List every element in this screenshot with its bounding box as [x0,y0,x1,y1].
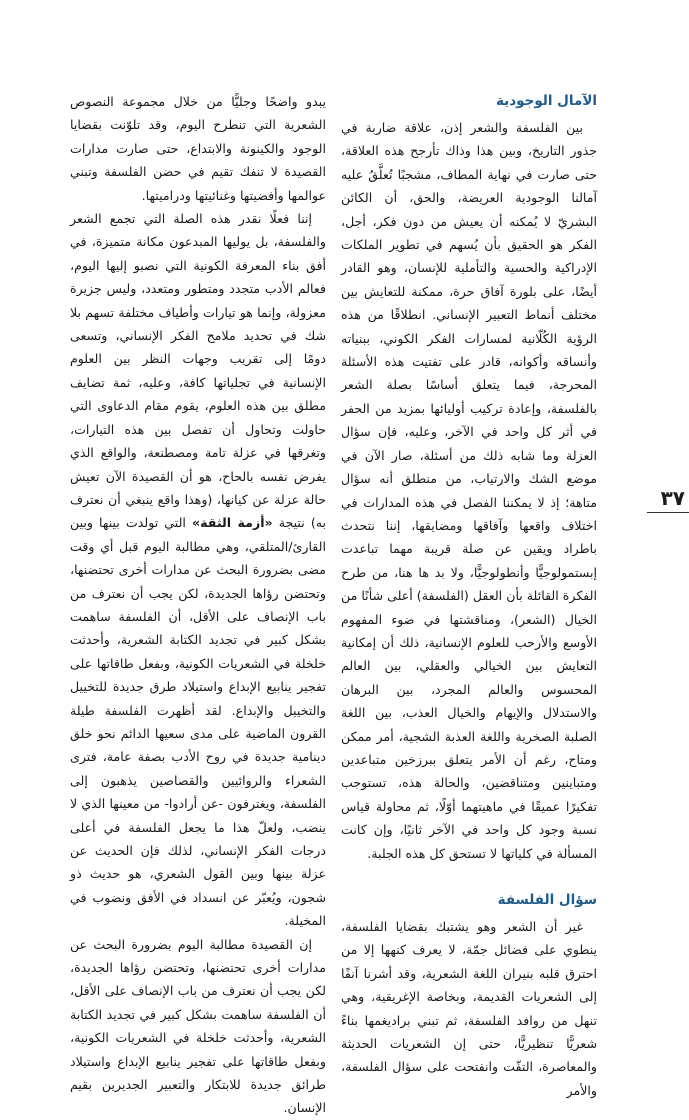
paragraph-part: إننا فعلًا نقدر هذه الصلة التي تجمع الشعر والفلسفة، بل يوليها المبدعون مكانة متميزة، في أفق بناء المعرفة الكونية التي نصبو إليها اليوم، فعالم الأدب متجدد ومتطور ومتعدد، وليس جزيرة معزولة، وإنما هو تيارات وأطياف مختلفة تسهم بلا شك في تحديد ملامح الفكر الإنساني، وتسعى دومًا إلى تقريب وجهات النظر بين العلوم الإنسانية في تجلياتها كافة، وعليه، ثمة تضايف مطلق بين هذه العلوم، يقوم مقام الدعاوى التي حاولت وتحاول أن تفصل بين هذه التيارات، وتغرقها في عزلة تامة ومصطنعة، والواقع الذي يفرض نفسه بالحاح، هو أن القصيدة الآن تعيش حالة عزلة عن كيانها، (وهذا واقع ينبغي أن نعترف به) نتيجة [70,211,326,531]
page-number-rule [647,512,689,513]
paragraph: إن القصيدة مطالبة اليوم بضرورة البحث عن مدارات أخرى تحتضنها، وتحتضن رؤاها الجديدة، لكن يجب أن نعترف من باب الإنصاف على الأقل، أن الفلسفة ساهمت بشكل كبير في تجديد الكتابة الشعرية، وأحدثت خلخلة في الشعريات الكونية، وبفعل طاقاتها على تفجير ينابيع الإبداع واستيلاد طرائق جديدة للابتكار والتعبير الجديرين بقيم الإنسان. [70,936,326,1116]
paragraph: غير أن الشعر وهو يشتبك بقضايا الفلسفة، ينطوي على فضائل جمّة، لا يعرف كنهها إلا من احترق قلبه بنيران اللغة الشعرية، وقد أشرنا آنفًا إلى الشعريات القديمة، وبخاصة الإغريقية، وهي تنهل من روافد الفلسفة، ثم تبني براديغمها بناءً شعريًّا تنظيريًّا، حتى إن الشعريات الحديثة والمعاصرة، التفّت وانفتحت على سؤال الفلسفة، والأمر [341,919,597,1098]
paragraph [70,207,326,933]
right-column [341,90,597,1102]
paragraph: يبدو واضحًا وجليًّا من خلال مجموعة النصوص الشعرية التي تنطرح اليوم، وقد تلوّنت بقضايا الوجود والكينونة والابتداع، حتى صارت مدارات القصيدة لا تنفك تقيم في حضن الفلسفة وتبني عوالمها وأفضيتها وغنائيتها ودراميتها. [70,94,326,203]
section-heading-philosophy-question: سؤال الفلسفة [497,892,597,908]
paragraph-part: التي تولدت بينها وبين القارئ/المتلقي، وهي مطالبة اليوم قبل أي وقت مضى بضرورة البحث عن مدارات أخرى تحتضنها، وتحتضن رؤاها الجديدة، لكن يجب أن نعترف من باب الإنصاف على الأقل، أن الفلسفة ساهمت بشكل كبير في تجديد الكتابة الشعرية، وأحدثت خلخلة في الشعريات الكونية، وبفعل طاقاتها على تفجير ينابيع الإبداع واستيلاد طرق جديدة للتخييل والتخييل والإبداع. لقد أظهرت الفلسفة طيلة القرون الماضية على مدى سعيها الدائم نحو خلق دينامية جديدة في روح الأدب بصفة عامة، فترى الشعراء والروائيين والقصاصين يذهبون إلى الفلسفة، ويغترفون -عن أرادوا- من معينها الذي لا ينضب، ولعلّ هذا ما يجعل الفلسفة في أعلى درجات الفكر الإنساني، لذلك فإن الحديث عن عزلة بينها وبين القول الشعري، هو حديث ذو شجون، ويُعبّر عن انسداد في الأفق ونضوب في المخيلة. [70,515,326,929]
paragraph: بين الفلسفة والشعر إذن، علاقة ضاربة في جذور التاريخ، وبين هذا وذاك تأرجح هذه العلاقة، حتى صارت في نهاية المطاف، مشجبًا تُعلَّقُ عليه آمالنا الوجودية العريضة، والحق، أن الكائن البشريّ لا يُمكنه أن يعيش من دون فكر، أجل، الفكر هو الحقيق بأن يُسهم في تطوير الملكات الإدراكية والحسية والتأملية للإنسان، وهو القادر أيضًا، على بلورة آفاق حرة، ممكنة للتعايش بين مختلف أنماط التعبير الإنساني. انطلاقًا من هذه الرؤية الكُلّانية لمسارات الفكر الكوني، ببنياته وأنساقه وأكوانه، قادر على تفتيت هذه الأسئلة المحرجة، فيما يتعلق أساسًا بصلة الشعر بالفلسفة، وإعادة تركيب أوليائها بمزيد من الحفر في أثر كل واحد في الآخر، وعليه، فإن سؤال العزلة وما شابه ذلك من أسئلة، صار الآن في موضع الشك والارتياب، من منطلق أنه سؤال متاهة؛ إذ لا يمكننا الفصل في هذه المدارات في اختلاف واقعها وآفاقها ومضايقها، إننا نتحدث باطراد ويقين عن صلة قريبة مهما تباعدت إبستمولوجيًّا وأنطولوجيًّا، ولا بد ها هنا، من طرح الفكرة القائلة بأن العقل (الفلسفة) أعلى شأنًا من الخيال (الشعر)، ومناقشتها في ضوء المفهوم الأوسع والأرحب للعلوم الإنسانية، ذلك أن إمكانية التعايش بين الخيالي والعقلي، بين العالم المحسوس والعالم المجرد، بين البرهان والاستدلال والإيهام والخيال العذب، بين اللغة الصلبة الصخرية واللغة العذبة الشجية، أمر ممكن ومتاح، رغم أن الأمر يتعلق ببرزخين متباعدين ومتباينين ومتناقضين، والحالة هذه، تستوجب تفكيرًا عميقًا في ماهيتهما أوّلًا، ثم محاولة قياس نسبة وجود كل واحد في الآخر ثانيًا، وإن كانت المسألة في كلياتها لا تستحق كل هذه الجلبة. [341,120,597,861]
crisis-of-trust-phrase: «أزمة الثقة» [192,515,273,531]
left-column [70,90,326,1120]
page-number: ٣٧ [660,486,685,510]
section-heading-existential-hopes: الآمال الوجودية [495,93,597,109]
